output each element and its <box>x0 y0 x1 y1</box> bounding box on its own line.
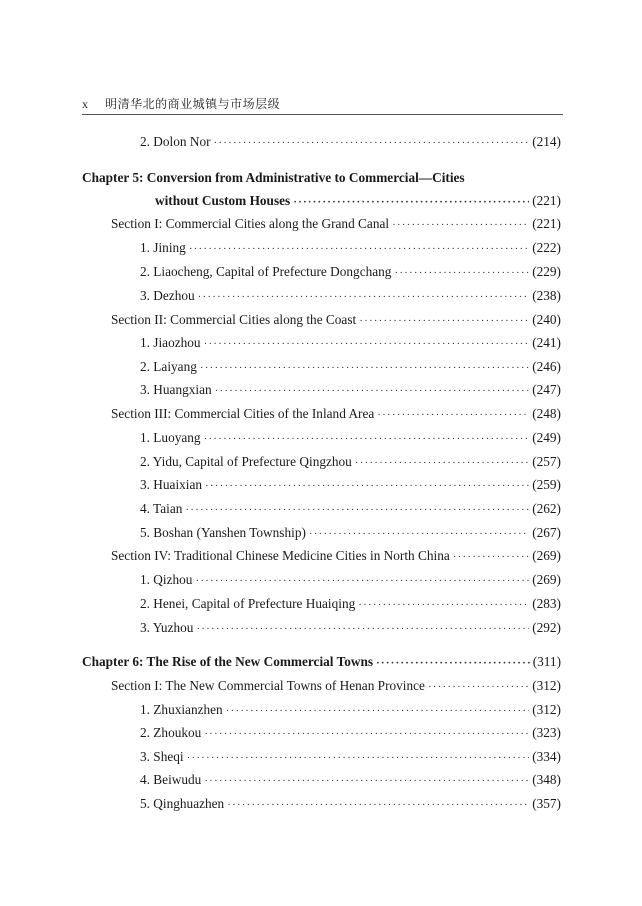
toc-subsection-entry <box>140 286 561 306</box>
dot-leader <box>358 595 529 615</box>
dot-leader <box>214 133 530 153</box>
running-header <box>82 96 563 112</box>
toc-subsection-entry <box>140 428 561 448</box>
toc-entry-title: without Custom Houses <box>155 193 291 208</box>
toc-page-number: (238) <box>532 288 561 303</box>
dot-leader <box>376 653 530 673</box>
toc-subsection-entry <box>140 770 561 790</box>
toc-page-number: (249) <box>532 430 561 445</box>
toc-page-number: (283) <box>532 596 561 611</box>
dot-leader <box>196 619 529 639</box>
toc-entry-title: Section I: Commercial Cities along the Grand Canal <box>111 216 390 231</box>
toc-page-number: (257) <box>532 454 561 469</box>
toc-entry-title: 3. Huaixian <box>140 477 203 492</box>
toc-subsection-entry <box>140 723 561 743</box>
toc-page-number: (312) <box>532 702 561 717</box>
toc-page-number: (229) <box>532 264 561 279</box>
dot-leader <box>377 405 529 425</box>
dot-leader <box>204 724 529 744</box>
dot-leader <box>204 334 530 354</box>
toc-entry-title: 1. Jiaozhou <box>140 335 201 350</box>
toc-page-number: (221) <box>532 193 561 208</box>
toc-page-number: (247) <box>532 382 561 397</box>
toc-page-number: (259) <box>532 477 561 492</box>
toc-page-number: (323) <box>532 725 561 740</box>
toc-entry-title: 1. Jining <box>140 240 186 255</box>
dot-leader <box>428 677 529 697</box>
toc-page-number: (292) <box>532 620 561 635</box>
toc-page-number: (348) <box>532 772 561 787</box>
dot-leader <box>226 701 529 721</box>
toc-entry-title: 2. Henei, Capital of Prefecture Huaiqing <box>140 596 356 611</box>
toc-section-entry <box>111 546 561 566</box>
toc-entry-title: 2. Dolon Nor <box>140 134 211 149</box>
toc-page-number: (262) <box>532 501 561 516</box>
toc-page-number: (246) <box>532 359 561 374</box>
toc-page-number: (312) <box>532 678 561 693</box>
toc-chapter-entry <box>155 191 561 211</box>
dot-leader <box>198 287 530 307</box>
toc-subsection-entry <box>140 475 561 495</box>
toc-page-number: (311) <box>532 654 561 669</box>
toc-subsection-entry <box>140 794 561 814</box>
toc-subsection-entry <box>140 333 561 353</box>
dot-leader <box>204 429 530 449</box>
toc-section-entry <box>111 310 561 330</box>
toc-entry-title: 2. Liaocheng, Capital of Prefecture Dongchang <box>140 264 392 279</box>
toc-section-entry <box>111 676 561 696</box>
toc-entry-title: Section IV: Traditional Chinese Medicine Cities in North China <box>111 548 450 563</box>
toc-subsection-entry <box>140 452 561 472</box>
dot-leader <box>204 771 529 791</box>
toc-entry-title: 1. Zhuxianzhen <box>140 702 223 717</box>
toc-entry-title: 2. Zhoukou <box>140 725 202 740</box>
toc-page-number: (357) <box>532 796 561 811</box>
toc-page-number: (248) <box>532 406 561 421</box>
toc-entry-title: 3. Dezhou <box>140 288 195 303</box>
toc-page-number: (221) <box>532 216 561 231</box>
toc-entry-title: 5. Boshan (Yanshen Township) <box>140 525 306 540</box>
header-rule <box>82 114 563 115</box>
dot-leader <box>394 263 529 283</box>
dot-leader <box>187 748 530 768</box>
dot-leader <box>205 476 529 496</box>
toc-entry-title: 3. Huangxian <box>140 382 212 397</box>
dot-leader <box>453 547 529 567</box>
toc-subsection-entry <box>140 357 561 377</box>
toc-subsection-entry <box>140 700 561 720</box>
toc-subsection-entry <box>140 618 561 638</box>
toc-section-entry <box>111 404 561 424</box>
toc-page-number: (267) <box>532 525 561 540</box>
toc-subsection-entry <box>140 594 561 614</box>
dot-leader <box>215 381 530 401</box>
toc-entry-title: 1. Luoyang <box>140 430 201 445</box>
dot-leader <box>355 453 529 473</box>
dot-leader <box>185 500 529 520</box>
toc-page-number: (222) <box>532 240 561 255</box>
toc-subsection-entry <box>140 380 561 400</box>
toc-entry-title: Section III: Commercial Cities of the Inland Area <box>111 406 375 421</box>
toc-page-number: (334) <box>532 749 561 764</box>
toc-entry-title: 2. Yidu, Capital of Prefecture Qingzhou <box>140 454 352 469</box>
dot-leader <box>195 571 529 591</box>
book-title: 明清华北的商业城镇与市场层级 <box>105 97 281 111</box>
toc-subsection-entry <box>140 570 561 590</box>
toc-entry-title: 5. Qinghuazhen <box>140 796 225 811</box>
dot-leader <box>293 192 529 212</box>
dot-leader <box>227 795 529 815</box>
toc-page-number: (269) <box>532 548 561 563</box>
toc-entry-title: 4. Taian <box>140 501 183 516</box>
toc-entry-title: 3. Sheqi <box>140 749 184 764</box>
dot-leader <box>392 215 529 235</box>
toc-subsection-entry <box>140 262 561 282</box>
toc-entry-title: 4. Beiwudu <box>140 772 202 787</box>
toc-entry-title: Section I: The New Commercial Towns of Henan Province <box>111 678 425 693</box>
toc-entry-title: 2. Laiyang <box>140 359 197 374</box>
toc-chapter-title: Chapter 5: Conversion from Administrative to Commercial—Cities <box>82 170 465 185</box>
toc-entry-title: 3. Yuzhou <box>140 620 194 635</box>
toc-entry-title: Chapter 6: The Rise of the New Commercial Towns <box>82 654 374 669</box>
toc-page-number: (214) <box>532 134 561 149</box>
toc-entry-title: 1. Qizhou <box>140 572 193 587</box>
toc-subsection-entry <box>140 499 561 519</box>
toc-section-entry <box>111 214 561 234</box>
toc-subsection-entry <box>140 747 561 767</box>
page-number: x <box>82 97 88 111</box>
dot-leader <box>200 358 529 378</box>
dot-leader <box>309 524 529 544</box>
dot-leader <box>359 311 529 331</box>
toc-entry-title: Section II: Commercial Cities along the Coast <box>111 312 357 327</box>
toc-subsection-entry <box>140 132 561 152</box>
toc-page-number: (240) <box>532 312 561 327</box>
toc-chapter-entry <box>82 652 561 672</box>
toc-subsection-entry <box>140 523 561 543</box>
dot-leader <box>189 239 529 259</box>
toc-subsection-entry <box>140 238 561 258</box>
toc-page-number: (269) <box>532 572 561 587</box>
toc-page-number: (241) <box>532 335 561 350</box>
